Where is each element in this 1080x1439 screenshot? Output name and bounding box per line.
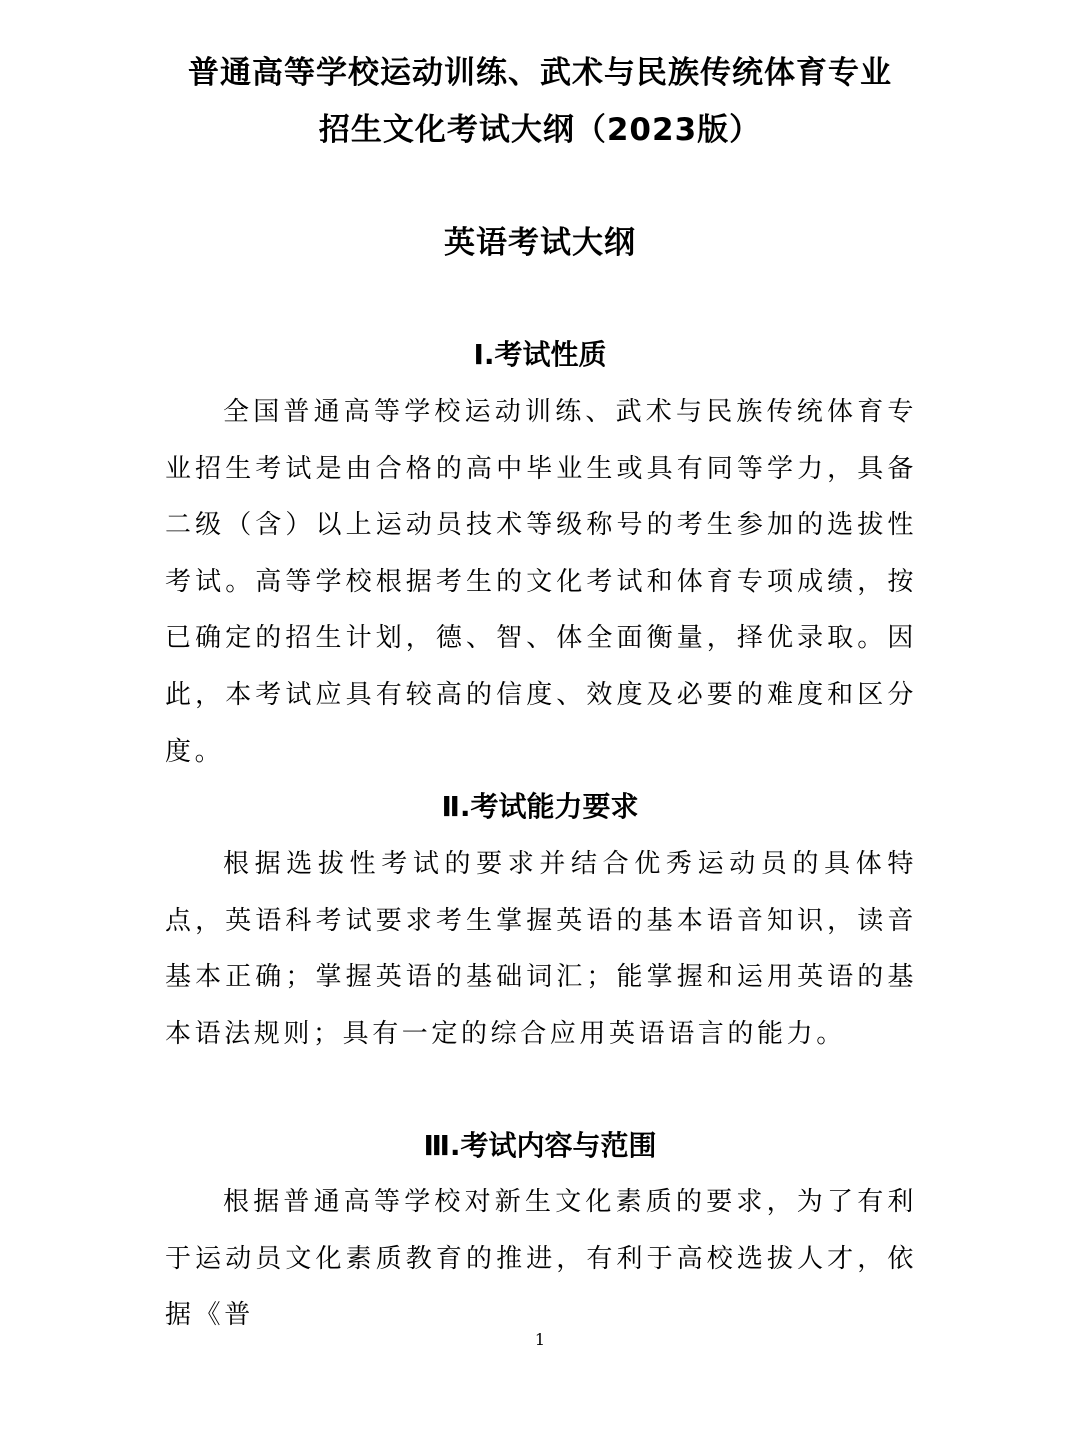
section-heading-content-scope: Ⅲ.考试内容与范围 <box>423 1129 657 1162</box>
page-number: 1 <box>534 1330 546 1349</box>
document-subtitle: 英语考试大纲 <box>444 225 636 261</box>
section-heading-exam-nature: Ⅰ.考试性质 <box>473 338 607 371</box>
section-heading-ability-requirements: Ⅱ.考试能力要求 <box>441 790 639 823</box>
section-paragraph-content-scope: 根据普通高等学校对新生文化素质的要求，为了有利于运动员文化素质教育的推进，有利于高校选拔人才，依据《普 <box>165 1187 917 1331</box>
document-title-line-2: 招生文化考试大纲（2023版） <box>318 112 762 148</box>
document-title-line-1: 普通高等学校运动训练、武术与民族传统体育专业 <box>188 55 892 91</box>
section-paragraph-exam-nature: 全国普通高等学校运动训练、武术与民族传统体育专业招生考试是由合格的高中毕业生或具有同等学力，具备二级（含）以上运动员技术等级称号的考生参加的选拔性考试。高等学校根据考生的文化考试和体育专项成绩，按已确定的招生计划，德、智、体全面衡量，择优录取。因此，本考试应具有较高的信度、效度及必要的难度和区分度。 <box>165 397 917 767</box>
section-paragraph-ability-requirements: 根据选拔性考试的要求并结合优秀运动员的具体特点，英语科考试要求考生掌握英语的基本语音知识，读音基本正确；掌握英语的基础词汇；能掌握和运用英语的基本语法规则；具有一定的综合应用英语语言的能力。 <box>165 849 917 1049</box>
